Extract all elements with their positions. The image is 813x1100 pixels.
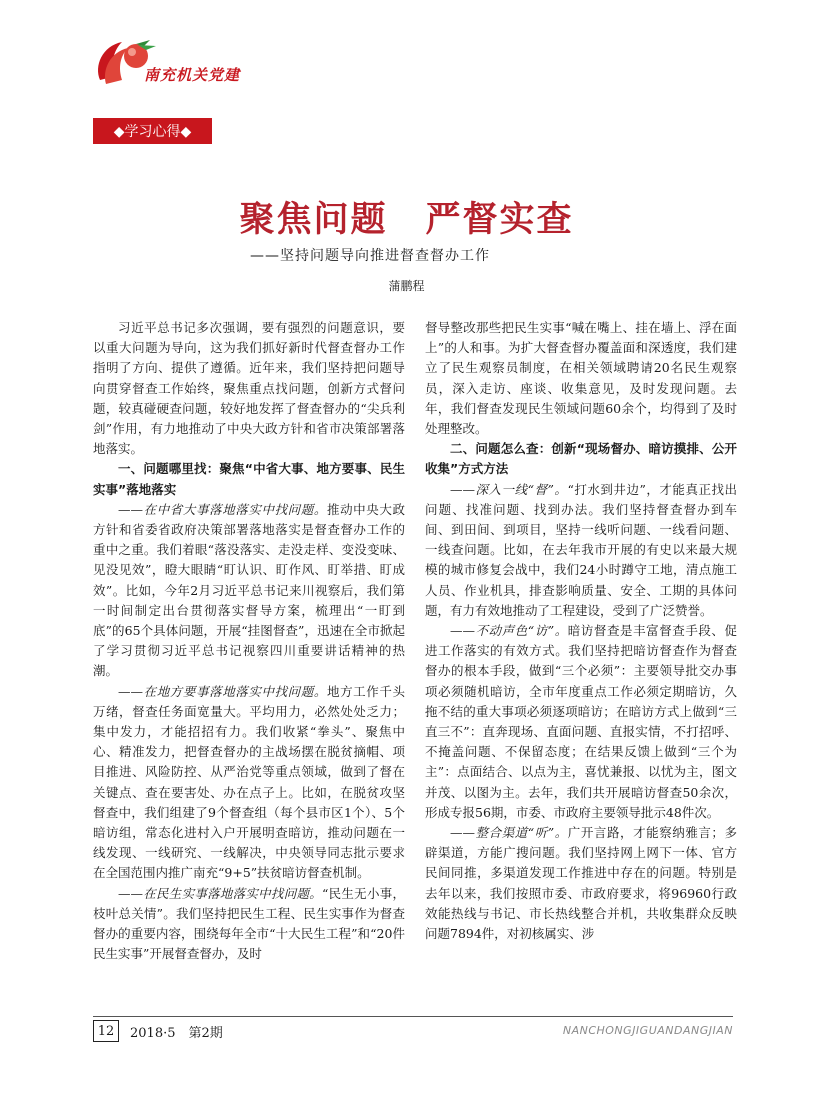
paragraph-lead: ——整合渠道“听”。 bbox=[450, 825, 568, 841]
paragraph-lead: ——在地方要事落地落实中找问题。 bbox=[118, 683, 327, 699]
paragraph-lead: ——深入一线“督”。 bbox=[450, 481, 568, 497]
section-heading: 二、问题怎么查：创新“现场督办、暗访摸排、公开收集”方式方法 bbox=[425, 441, 737, 477]
paragraph bbox=[425, 480, 737, 621]
paragraph-body: “民生无小事，枝叶总关情”。我们坚持把民生工程、民生实事作为督查督办的重要内容，围绕每年全市“十大民生工程”和“20件民生实事”开展督查督办，及时 bbox=[93, 885, 405, 962]
paragraph-lead: ——不动声色“访”。 bbox=[450, 623, 568, 639]
paragraph bbox=[93, 682, 405, 884]
paragraph-body: 暗访督查是丰富督查手段、促进工作落实的有效方式。我们坚持把暗访督查作为督查督办的根本手段，做到“三个必须”：主要领导批交办事项必须随机暗访，全市年度重点工作必须定期暗访，久拖不结的重大事项必须逐项暗访；在暗访方式上做到“三直三不”：直奔现场、直面问题、直报实情，不打招呼、不掩盖问题、不保留态度；在结果反馈上做到“三个为主”：点面结合、以点为主，喜忧兼报、以忧为主，图文并茂、以图为主。去年，我们共开展暗访督查50余次，形成专报56期，市委、市政府主要领导批示48件次。 bbox=[425, 623, 737, 820]
paragraph bbox=[93, 500, 405, 682]
paragraph-lead: ——在中省大事落地落实中找问题。 bbox=[118, 501, 327, 517]
paragraph: 督导整改那些把民生实事“喊在嘴上、挂在墙上、浮在面上”的人和事。为扩大督查督办覆盖面和深透度，我们建立了民生观察员制度，在相关领域聘请20名民生观察员，深入走访、座谈、收集意见，及时发现问题。去年，我们督查发现民生领域问题60余个，均得到了及时处理整改。 bbox=[425, 320, 737, 437]
paragraph-body: “打水到井边”，才能真正找出问题、找准问题、找到办法。我们坚持督查督办到车间、到田间、到项目，坚持一线听问题、一线看问题、一线查问题。比如，在去年我市开展的有史以来最大规模的城市修复会战中，我们24小时蹲守工地，清点施工人员、作业机具，排查影响质量、安全、工期的具体问题，有力有效地推动了工程建设，受到了广泛赞誉。 bbox=[425, 481, 737, 618]
page-number: 12 bbox=[93, 1020, 119, 1042]
paragraph-body: 地方工作千头万绪，督查任务面宽量大。平均用力，必然处处乏力；集中发力，才能招招有力。我们收紧“拳头”、聚焦中心、精准发力，把督查督办的主战场摆在脱贫摘帽、项目推进、风险防控、从严治党等重点领域，做到了督在关键点、查在要害处、办在点子上。比如，在脱贫攻坚督查中，我们组建了9个督查组（每个县市区1个）、5个暗访组，常态化进村入户开展明查暗访，推动问题在一线发现、一线研究、一线解决，中央领导同志批示要求在全国范围内推广南充“9+5”扶贫暗访督查机制。 bbox=[93, 683, 405, 881]
right-column bbox=[425, 318, 737, 944]
paragraph-body: 广开言路，才能察纳雅言；多辟渠道，方能广搜问题。我们坚持网上网下一体、官方民间同推，多渠道发现工作推进中存在的问题。特别是去年以来，我们按照市委、市政府要求，将96960行政效能热线与书记、市长热线整合并机，共收集群众反映问题7894件，对初核属实、涉 bbox=[425, 825, 737, 942]
publication-brand: 南充机关党建 bbox=[144, 66, 241, 84]
paragraph bbox=[93, 884, 405, 965]
article-subtitle: ——坚持问题导向推进督查督办工作 bbox=[250, 248, 490, 264]
section-heading: 一、问题哪里找：聚焦“中省大事、地方要事、民生实事”落地落实 bbox=[93, 461, 405, 497]
title-part-1: 聚焦问题 bbox=[239, 199, 388, 240]
paragraph-lead: ——在民生实事落地落实中找问题。 bbox=[118, 885, 322, 901]
article-title bbox=[0, 192, 813, 242]
article-author: 蒲鹏程 bbox=[388, 279, 425, 293]
left-column bbox=[93, 318, 405, 965]
section-tag: ◆学习心得◆ bbox=[93, 118, 212, 144]
paragraph bbox=[425, 823, 737, 944]
footer-brand: NANCHONGJIGUANDANGJIAN bbox=[562, 1024, 733, 1037]
issue-info: 2018·5 第2期 bbox=[130, 1026, 223, 1041]
paragraph: 习近平总书记多次强调，要有强烈的问题意识，要以重大问题为导向，这为我们抓好新时代督查督办工作指明了方向、提供了遵循。近年来，我们坚持把问题导向贯穿督查工作始终，聚焦重点找问题，创新方式督问题，较真碰硬查问题，较好地发挥了督查督办的“尖兵利剑”作用，有力地推动了中央大政方针和省市决策部署落地落实。 bbox=[93, 320, 405, 457]
footer-rule bbox=[93, 1016, 733, 1017]
paragraph bbox=[425, 621, 737, 823]
title-part-2: 严督实查 bbox=[425, 199, 574, 240]
paragraph-body: 推动中央大政方针和省委省政府决策部署落地落实是督查督办工作的重中之重。我们着眼“落没落实、走没走样、变没变味、见没见效”，瞪大眼睛“盯认识、盯作风、盯举措、盯成效”。比如，今年2月习近平总书记来川视察后，我们第一时间制定出台贯彻落实督导方案，梳理出“一盯到底”的65个具体问题，开展“挂图督查”，迅速在全市掀起了学习贯彻习近平总书记视察四川重要讲话精神的热潮。 bbox=[93, 501, 405, 679]
